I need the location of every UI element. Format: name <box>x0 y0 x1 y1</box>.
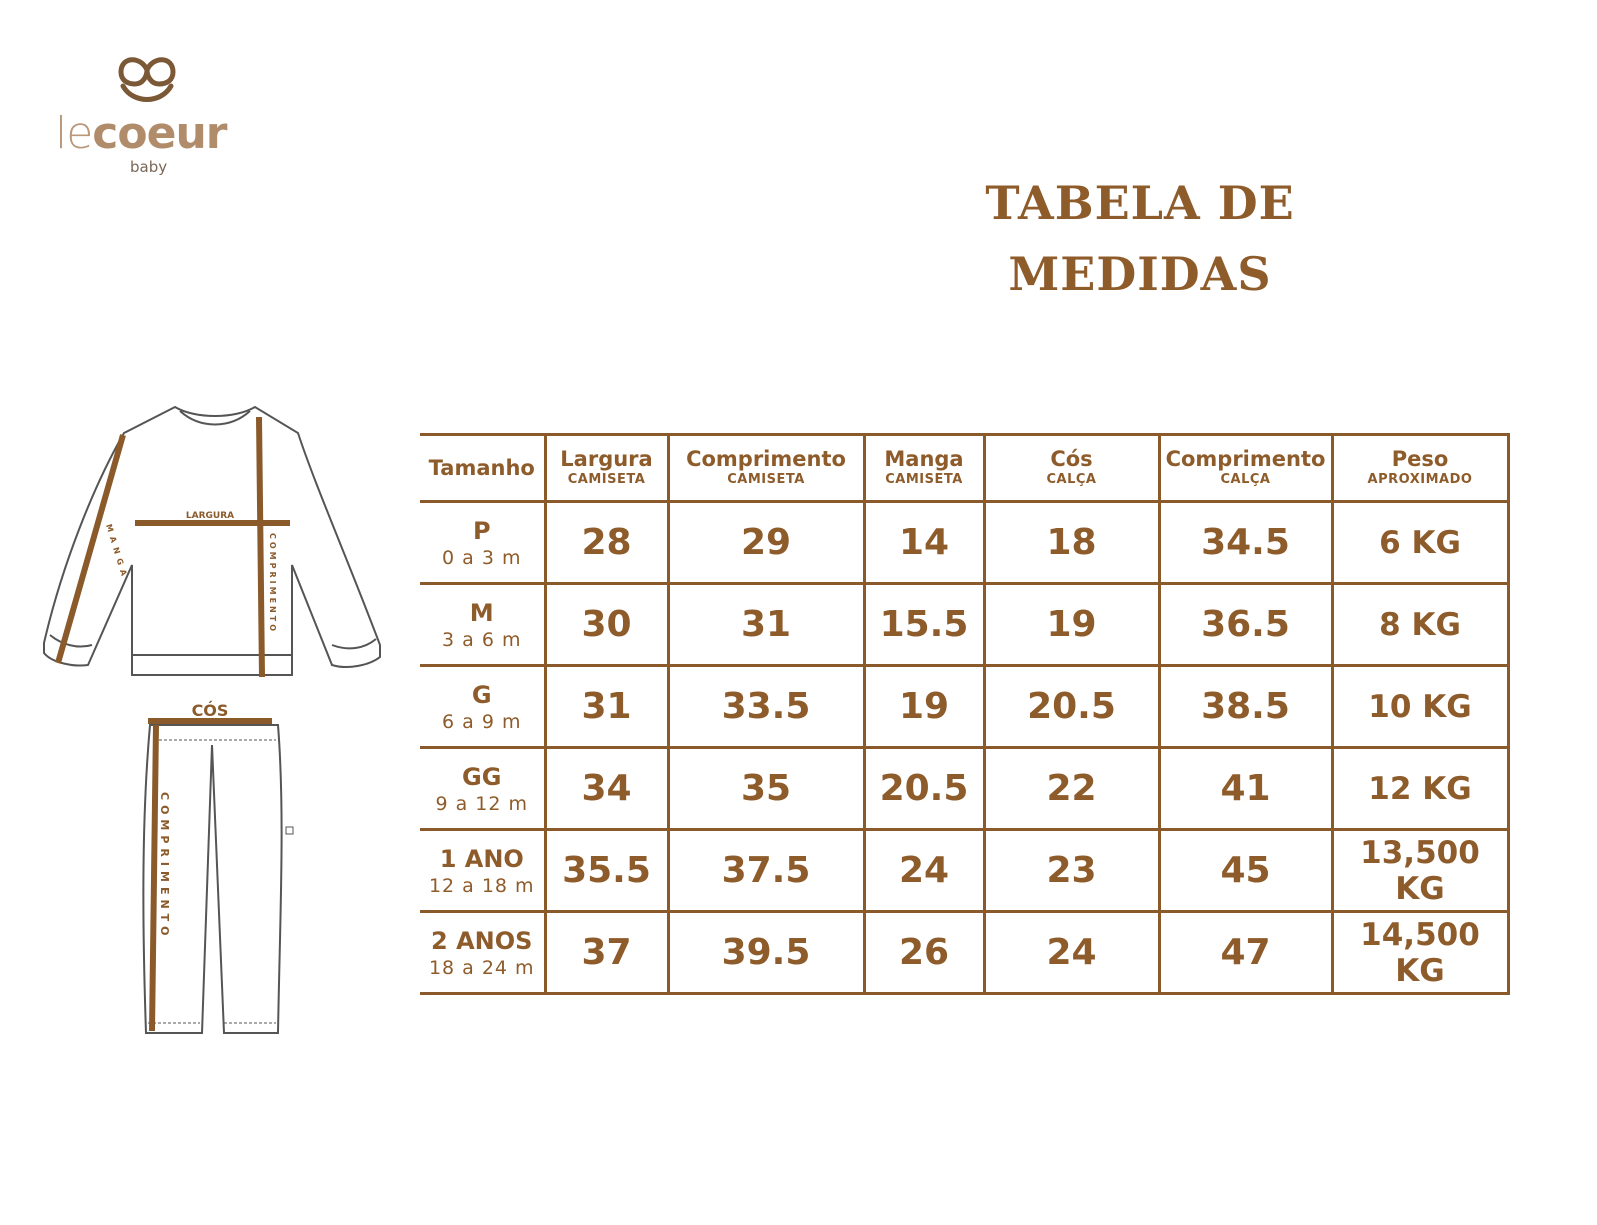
title-line-1: TABELA DE <box>985 176 1295 230</box>
peso-cell: 12 KG <box>1332 748 1508 830</box>
garment-diagram <box>30 395 390 1045</box>
size-table <box>420 433 1510 995</box>
comprimento-calca-cell: 45 <box>1159 830 1332 912</box>
peso-cell: 13,500 KG <box>1332 830 1508 912</box>
comprimento-camiseta-cell: 35 <box>668 748 864 830</box>
cos-cell: 23 <box>984 830 1159 912</box>
manga-cell: 20.5 <box>864 748 984 830</box>
table-row <box>420 748 1508 830</box>
cos-cell: 20.5 <box>984 666 1159 748</box>
header-tamanho: Tamanho <box>420 435 545 502</box>
width-label: LARGURA <box>185 511 235 521</box>
cos-cell: 22 <box>984 748 1159 830</box>
largura-cell: 35.5 <box>545 830 668 912</box>
heart-loop-icon <box>115 50 179 108</box>
peso-cell: 14,500 KG <box>1332 912 1508 994</box>
comprimento-calca-cell: 36.5 <box>1159 584 1332 666</box>
waist-label: CÓS <box>191 701 229 720</box>
shirt-length-label: COMPRIMENTO <box>268 533 277 635</box>
header-comprimento-camiseta: Comprimento CAMISETA <box>668 435 864 502</box>
largura-cell: 31 <box>545 666 668 748</box>
header-cos: Cós CALÇA <box>984 435 1159 502</box>
comprimento-calca-cell: 47 <box>1159 912 1332 994</box>
comprimento-camiseta-cell: 39.5 <box>668 912 864 994</box>
title-line-2: MEDIDAS <box>1008 247 1272 301</box>
comprimento-camiseta-cell: 33.5 <box>668 666 864 748</box>
sleeve-label: MANGA <box>104 522 130 582</box>
manga-cell: 15.5 <box>864 584 984 666</box>
header-comprimento-calca: Comprimento CALÇA <box>1159 435 1332 502</box>
size-cell: P 0 a 3 m <box>420 502 545 584</box>
cos-cell: 19 <box>984 584 1159 666</box>
largura-cell: 28 <box>545 502 668 584</box>
brand-logo <box>55 50 255 180</box>
comprimento-calca-cell: 34.5 <box>1159 502 1332 584</box>
comprimento-calca-cell: 38.5 <box>1159 666 1332 748</box>
manga-cell: 14 <box>864 502 984 584</box>
table-row <box>420 502 1508 584</box>
brand-subtitle: baby <box>130 158 168 176</box>
table-row <box>420 912 1508 994</box>
size-cell: 1 ANO 12 a 18 m <box>420 830 545 912</box>
comprimento-camiseta-cell: 29 <box>668 502 864 584</box>
comprimento-camiseta-cell: 31 <box>668 584 864 666</box>
peso-cell: 6 KG <box>1332 502 1508 584</box>
largura-cell: 37 <box>545 912 668 994</box>
header-peso: Peso APROXIMADO <box>1332 435 1508 502</box>
size-cell: 2 ANOS 18 a 24 m <box>420 912 545 994</box>
shirt-length-measure-line <box>259 417 262 677</box>
cos-cell: 24 <box>984 912 1159 994</box>
cos-cell: 18 <box>984 502 1159 584</box>
table-row <box>420 666 1508 748</box>
page-title <box>960 168 1320 310</box>
comprimento-calca-cell: 41 <box>1159 748 1332 830</box>
manga-cell: 19 <box>864 666 984 748</box>
table-header-row <box>420 435 1508 502</box>
peso-cell: 8 KG <box>1332 584 1508 666</box>
largura-cell: 34 <box>545 748 668 830</box>
peso-cell: 10 KG <box>1332 666 1508 748</box>
manga-cell: 26 <box>864 912 984 994</box>
table-row <box>420 830 1508 912</box>
size-cell: GG 9 a 12 m <box>420 748 545 830</box>
header-manga: Manga CAMISETA <box>864 435 984 502</box>
brand-wordmark: lecoeur <box>55 108 227 159</box>
comprimento-camiseta-cell: 37.5 <box>668 830 864 912</box>
manga-cell: 24 <box>864 830 984 912</box>
pants-length-measure-line <box>152 725 156 1031</box>
largura-cell: 30 <box>545 584 668 666</box>
size-cell: M 3 a 6 m <box>420 584 545 666</box>
pants-length-label: COMPRIMENTO <box>158 792 171 941</box>
header-largura: Largura CAMISETA <box>545 435 668 502</box>
size-cell: G 6 a 9 m <box>420 666 545 748</box>
table-row <box>420 584 1508 666</box>
